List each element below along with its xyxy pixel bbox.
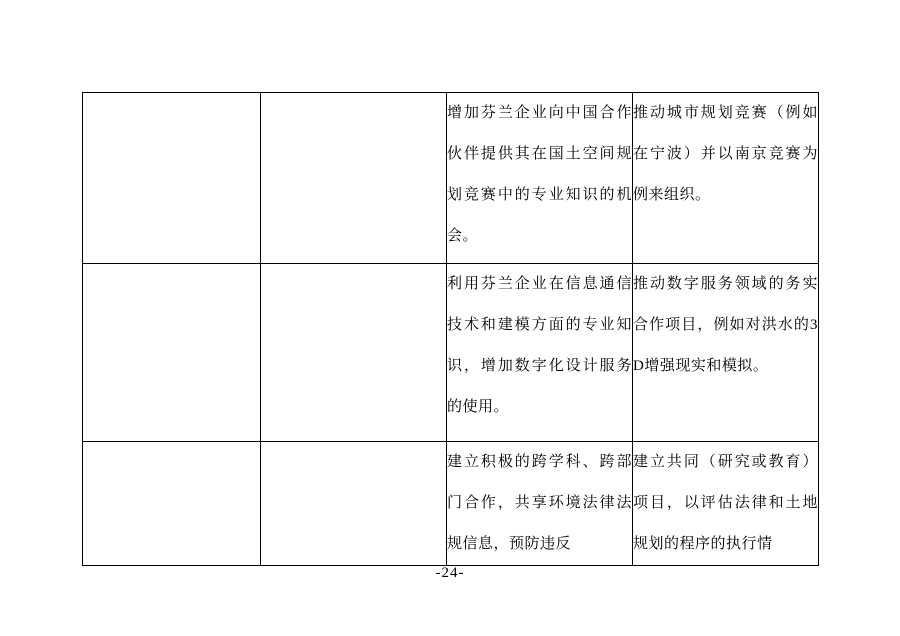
table-cell-r3c3: 建立积极的跨学科、跨部门合作，共享环境法律法规信息，预防违反 bbox=[447, 442, 633, 566]
table-row bbox=[83, 442, 819, 566]
table-cell-r1c3: 增加芬兰企业向中国合作伙伴提供其在国土空间规划竞赛中的专业知识的机会。 bbox=[447, 93, 633, 264]
table-row bbox=[83, 264, 819, 442]
page-number: -24- bbox=[435, 565, 465, 581]
table-cell-r1c2 bbox=[261, 93, 447, 264]
table-cell-r1c1 bbox=[83, 93, 261, 264]
table-cell-r1c4: 推动城市规划竞赛（例如在宁波）并以南京竞赛为例来组织。 bbox=[633, 93, 819, 264]
table-row bbox=[83, 93, 819, 264]
table-cell-r2c3: 利用芬兰企业在信息通信技术和建模方面的专业知识，增加数字化设计服务的使用。 bbox=[447, 264, 633, 442]
table-cell-r3c2 bbox=[261, 442, 447, 566]
table-cell-r3c4: 建立共同（研究或教育）项目，以评估法律和土地规划的程序的执行情 bbox=[633, 442, 819, 566]
table-cell-r3c1 bbox=[83, 442, 261, 566]
table-cell-r2c4: 推动数字服务领域的务实合作项目，例如对洪水的3D增强现实和模拟。 bbox=[633, 264, 819, 442]
table-cell-r2c2 bbox=[261, 264, 447, 442]
content-table bbox=[82, 92, 819, 566]
table-cell-r2c1 bbox=[83, 264, 261, 442]
